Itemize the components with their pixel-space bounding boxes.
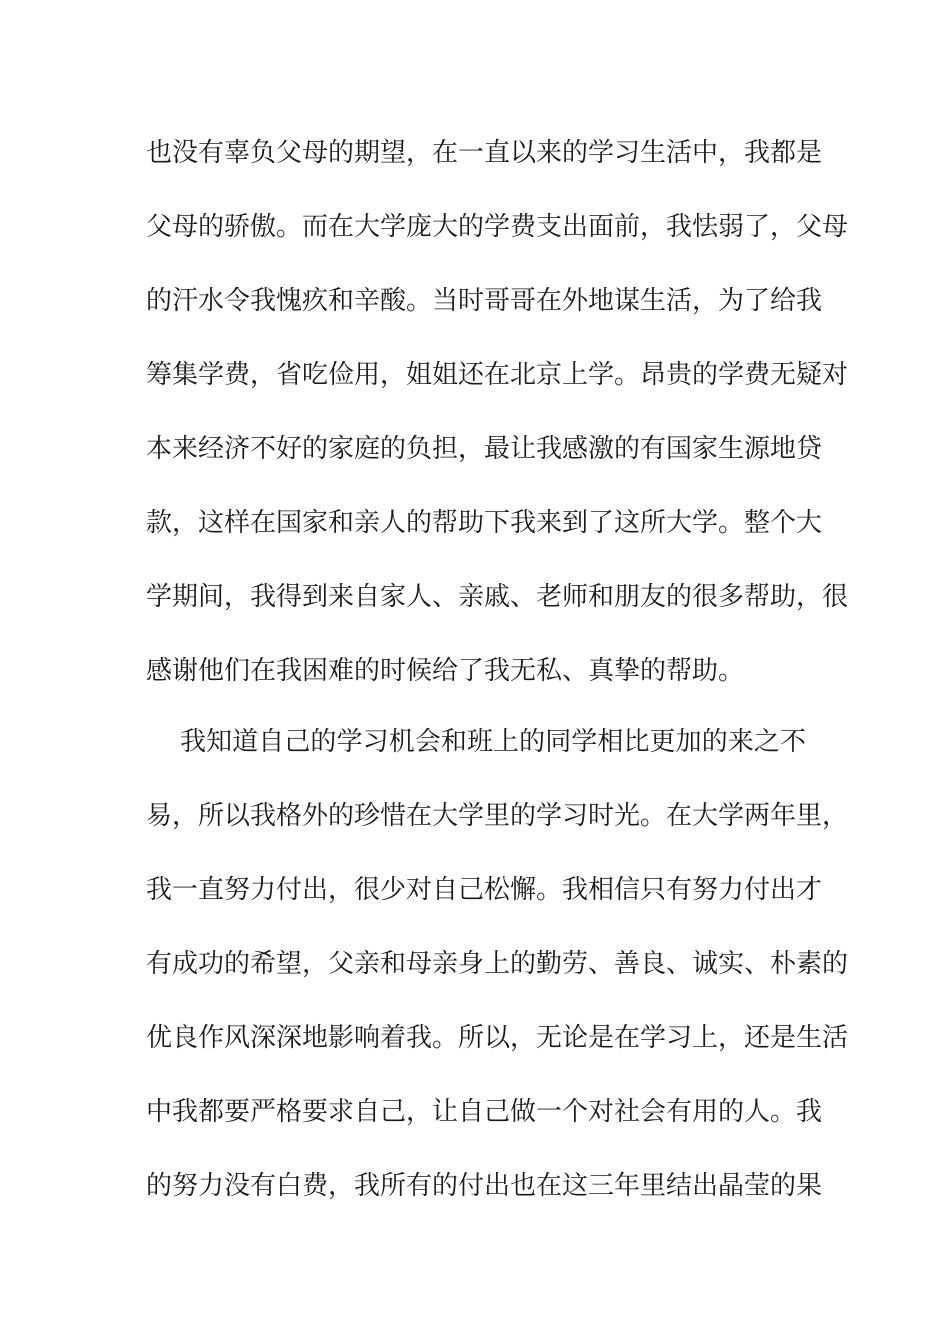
paragraph-first-line: 我知道自己的学习机会和班上的同学相比更加的来之不 [180, 727, 806, 757]
text-line: 的努力没有白费，我所有的付出也在这三年里结出晶莹的果 [146, 1171, 823, 1201]
text-line: 我一直努力付出，很少对自己松懈。我相信只有努力付出才 [146, 875, 823, 905]
text-line: 中我都要严格要求自己，让自己做一个对社会有用的人。我 [146, 1097, 823, 1127]
text-line: 款，这样在国家和亲人的帮助下我来到了这所大学。整个大 [146, 508, 823, 538]
text-line: 本来经济不好的家庭的负担，最让我感激的有国家生源地贷 [146, 434, 823, 464]
text-line: 父母的骄傲。而在大学庞大的学费支出面前，我怯弱了，父母 [146, 212, 849, 242]
text-line: 筹集学费，省吃俭用，姐姐还在北京上学。昂贵的学费无疑对 [146, 360, 849, 390]
text-line: 的汗水令我愧疚和辛酸。当时哥哥在外地谋生活，为了给我 [146, 286, 823, 316]
paragraph-end-line: 感谢他们在我困难的时候给了我无私、真挚的帮助。 [146, 656, 745, 686]
text-line: 也没有辜负父母的期望，在一直以来的学习生活中，我都是 [146, 138, 823, 168]
text-line: 学期间，我得到来自家人、亲戚、老师和朋友的很多帮助，很 [146, 582, 849, 612]
text-line: 有成功的希望，父亲和母亲身上的勤劳、善良、诚实、朴素的 [146, 949, 849, 979]
text-line: 优良作风深深地影响着我。所以，无论是在学习上，还是生活 [146, 1023, 849, 1053]
text-line: 易，所以我格外的珍惜在大学里的学习时光。在大学两年里， [146, 801, 849, 831]
